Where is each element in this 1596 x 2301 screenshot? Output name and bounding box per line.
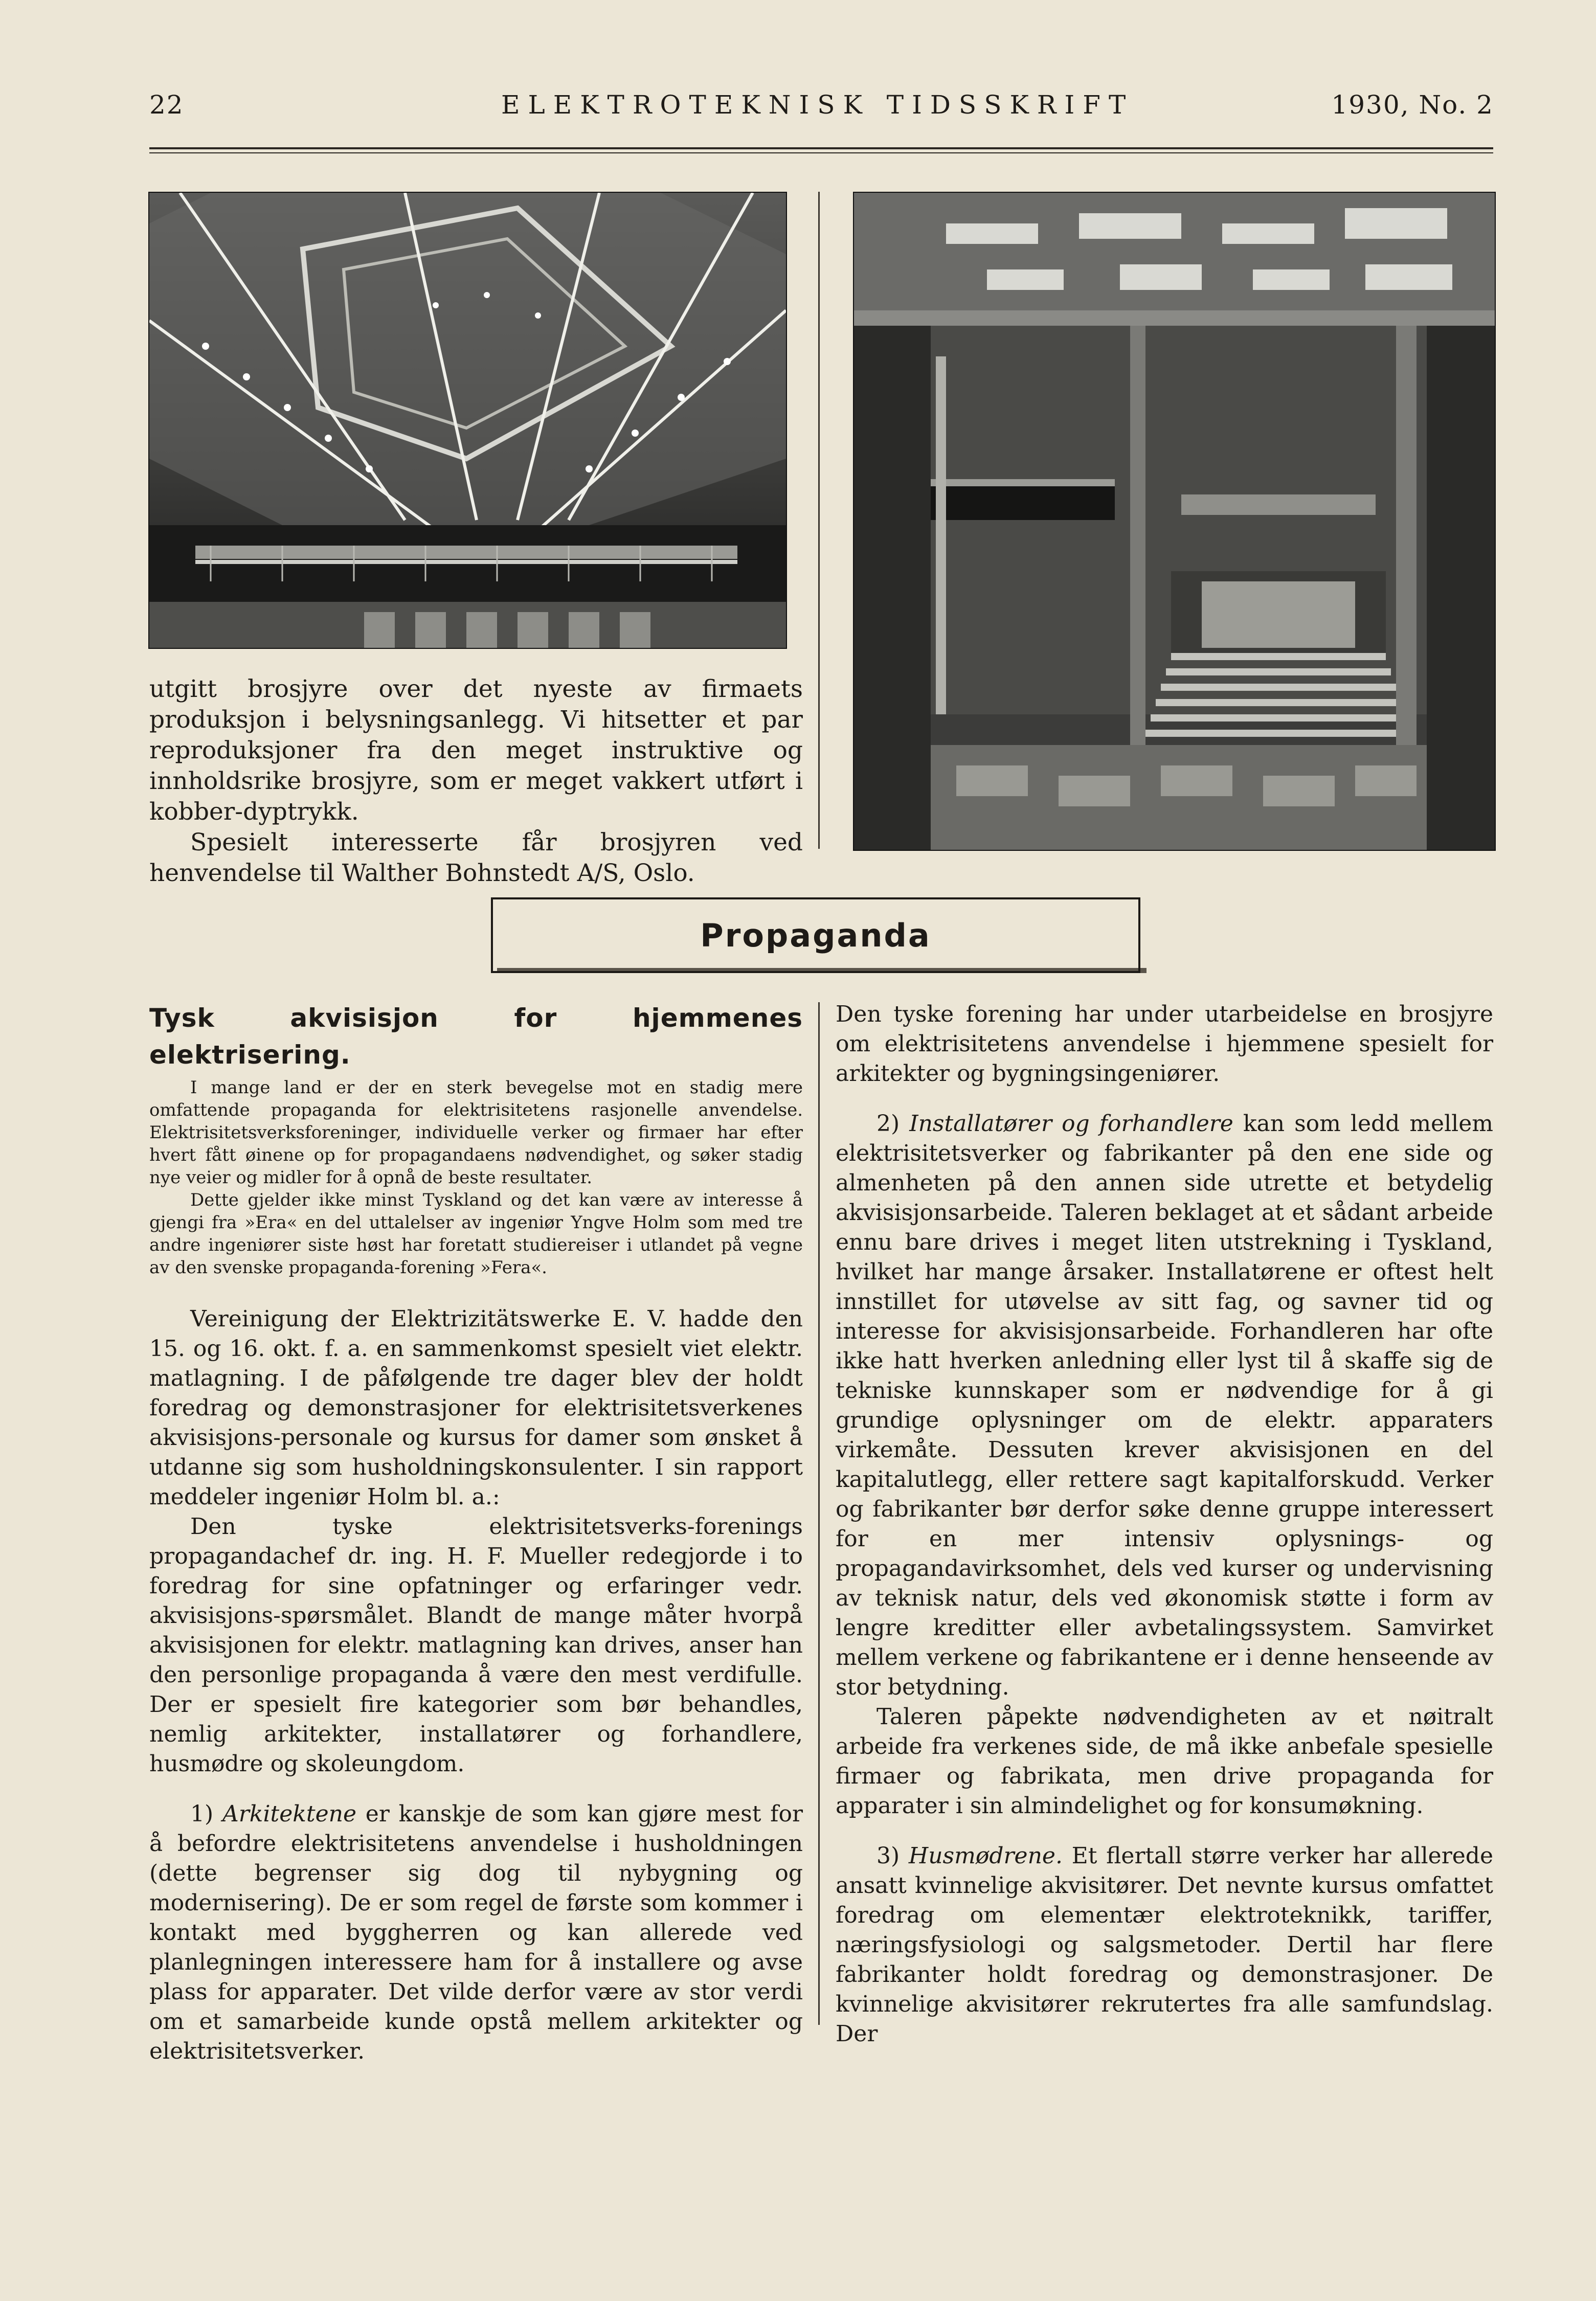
- photo-grand-staircase-foyer: [853, 192, 1496, 851]
- list-text: er kanskje de som kan gjøre mest for å befordre elektrisitetens anvendelse i husholdningen (dette begrenser sig dog til nybygning og modernisering). De er som regel de første som kommer i kontakt med byggherren og kan allerede ved planlegningen interessere ham for å installere og avse plass for apparater. Det vilde derfor være av stor verdi om et samarbeide kunde opstå mellem arkitekter og elektrisitetsverker.: [149, 1801, 803, 2064]
- photo-caption: [149, 674, 803, 889]
- list-text: kan som ledd mellem elektrisitetsverker og fabrikanter på den ene side og almenheten på den annen side utrette et betydelig akvisisjonsarbeide. Taleren beklaget at et sådant arbeide ennu bare drives i meget liten utstrekning i Tyskland, hvilket har mange årsaker. Installatørene er oftest helt innstillet for utøvelse av sitt fag, og savner tid og interesse for akvisisjonsarbeide. Forhandleren har ofte ikke hatt hverken anledning eller lyst til å skaffe sig de tekniske kunnskaper som er nødvendige for å gi grundige oplysninger om de elektr. apparaters virkemåte. Dessuten krever akvisisjonen en del kapitalutlegg, eller rettere sagt kapitalforskudd. Verker og fabrikanter bør derfor søke denne gruppe interessert for en mer intensiv oplysnings- og propagandavirksomhet, dels ved kurser og undervisning av teknisk natur, dels ved økonomisk støtte i form av lengre kreditter eller avbetalingssystem. Samvirket mellem verkene og fabrikantene er i denne henseende av stor betydning.: [836, 1111, 1493, 1700]
- column-divider: [818, 1002, 820, 2025]
- caption-paragraph: utgitt brosjyre over det nyeste av firmaets produksjon i belysningsanlegg. Vi hitsetter et par reproduksjoner fra den meget instruktive og innholdsrike brosjyre, som er meget vakkert utført i kobber-dyptrykk.: [149, 675, 803, 826]
- list-number: 2): [876, 1111, 900, 1137]
- list-item-housewives: [836, 1841, 1493, 2049]
- photo-grand-staircase-foyer-icon: [854, 193, 1495, 850]
- list-label: Installatører og forhandlere: [909, 1111, 1233, 1137]
- body-paragraph: Den tyske elektrisitetsverks-forenings propagandachef dr. ing. H. F. Mueller redegjorde i to foredrag for sine opfatninger og erfaringer vedr. akvisisjons-spørsmålet. Blandt de mange måter hvorpå akvisisjonen for elektr. matlagning kan drives, anser han den personlige propaganda å være den mest verdifulle. Der er spesielt fire kategorier som bør behandles, nemlig arkitekter, installatører og forhandlere, husmødre og skoleungdom.: [149, 1514, 803, 1777]
- photo-concert-hall-ceiling: [148, 192, 787, 649]
- list-text: Et flertall større verker har allerede ansatt kvinnelige akvisitører. Det nevnte kursus omfattet foredrag om elementær elektroteknikk, tariffer, næringsfysiologi og salgsmetoder. Dertil har flere fabrikanter holdt foredrag og demonstrasjoner. De kvinnelige akvisitører rekrutertes fra alle samfundslag. Der: [836, 1843, 1493, 2047]
- column-divider: [818, 192, 820, 849]
- list-item-installers: [836, 1109, 1493, 1702]
- section-heading-box: [491, 897, 1140, 973]
- caption-paragraph: Spesielt interesserte får brosjyren ved henvendelse til Walther Bohnstedt A/S, Oslo.: [149, 828, 803, 887]
- article-lead: [149, 1076, 803, 1279]
- body-paragraph: Vereinigung der Elektrizitätswerke E. V. hadde den 15. og 16. okt. f. a. en sammenkomst spesielt viet elektr. matlagning. I de påfølgende tre dager blev der holdt foredrag og demonstrasjoner for elektrisitetsverkenes akvisisjons-personale og kursus for damer som ønsket å utdanne sig som husholdningskonsulenter. I sin rapport meddeler ingeniør Holm bl. a.:: [149, 1306, 803, 1510]
- issue-label: 1930, No. 2: [1331, 90, 1494, 120]
- header-rule: [149, 147, 1493, 149]
- list-label: Husmødrene.: [908, 1843, 1063, 1869]
- list-number: 3): [876, 1843, 900, 1869]
- article-body-left: [149, 1304, 803, 2066]
- body-paragraph: Taleren påpekte nødvendigheten av et nøitralt arbeide fra verkenes side, de må ikke anbefale spesielle firmaer og fabrikata, men drive propaganda for apparater i sin almindelighet og for konsumøkning.: [836, 1704, 1493, 1819]
- header-rule-thin: [149, 152, 1493, 153]
- photo-concert-hall-ceiling-icon: [149, 193, 786, 648]
- right-column: [836, 1000, 1493, 2049]
- lead-paragraph: Dette gjelder ikke minst Tyskland og det kan være av interesse å gjengi fra »Era« en del uttalelser av ingeniør Yngve Holm som med tre andre ingeniører siste høst har foretatt studiereiser i utlandet på vegne av den svenske propaganda-forening »Fera«.: [149, 1190, 803, 1278]
- article-title: Tysk akvisisjon for hjemmenes elektrisering.: [149, 1003, 803, 1070]
- lead-paragraph: I mange land er der en sterk bevegelse mot en stadig mere omfattende propaganda for elektrisitetens rasjonelle anvendelse. Elektrisitetsverksforeninger, individuelle verker og firmaer har efter hvert fått øinene op for propagandaens nødvendighet, og søker stadig nye veier og midler for å opnå de beste resultater.: [149, 1077, 803, 1188]
- list-label: Arkitektene: [222, 1801, 356, 1827]
- body-paragraph: Den tyske forening har under utarbeidelse en brosjyre om elektrisitetens anvendelse i hjemmene spesielt for arkitekter og bygningsingeniører.: [836, 1001, 1493, 1087]
- left-column: [149, 1000, 803, 2066]
- list-number: 1): [190, 1801, 214, 1827]
- section-title: Propaganda: [700, 916, 931, 954]
- list-item-architects: [149, 1799, 803, 2066]
- article-body-right: [836, 1000, 1493, 2049]
- journal-title: ELEKTROTEKNISK TIDSSKRIFT: [501, 90, 1134, 120]
- page-number: 22: [149, 90, 184, 120]
